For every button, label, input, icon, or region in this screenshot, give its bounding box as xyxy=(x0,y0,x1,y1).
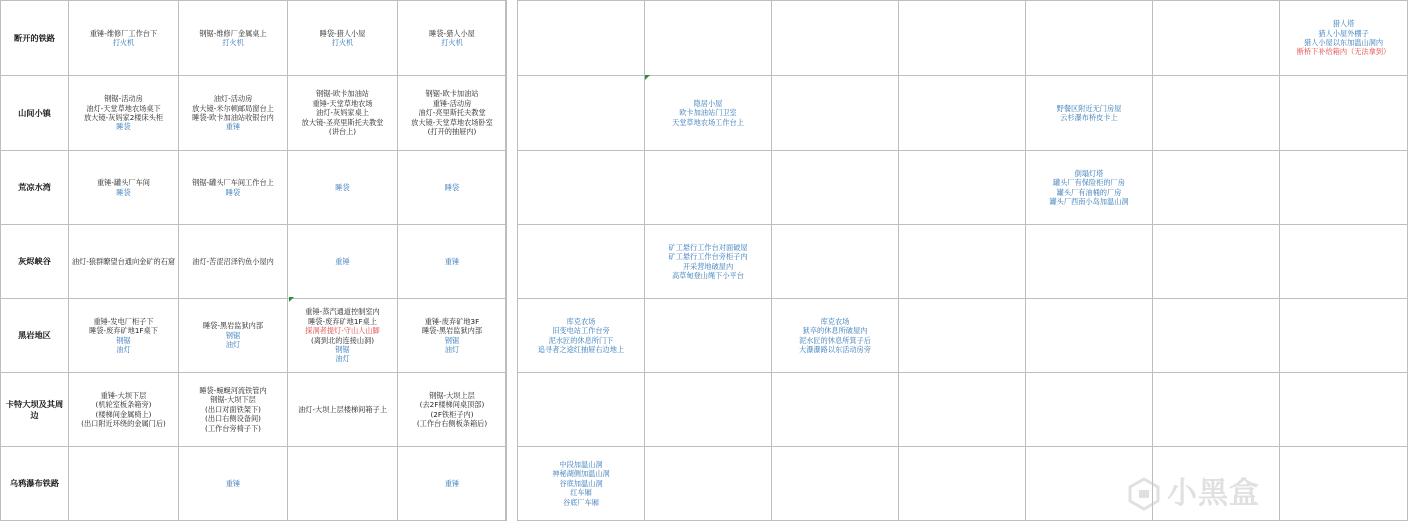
item-location-text: (楼梯间金属椅上) xyxy=(95,409,152,419)
grid-cell[interactable] xyxy=(518,299,645,373)
grid-cell[interactable] xyxy=(179,76,288,151)
grid-cell[interactable] xyxy=(899,447,1026,521)
item-location-note: 油灯 xyxy=(116,344,131,354)
item-location-text: 重锤-蒸汽通道控制室内 xyxy=(305,307,380,317)
grid-cell[interactable] xyxy=(398,1,507,76)
grid-cell[interactable] xyxy=(1153,151,1280,225)
grid-cell[interactable] xyxy=(1280,76,1408,151)
grid-cell[interactable] xyxy=(398,299,507,373)
item-location-text: 睡袋-废弃矿地1F桌上 xyxy=(308,316,377,326)
item-location-note: 钢锯 xyxy=(116,335,131,345)
item-location-note: 重锤 xyxy=(444,256,460,266)
item-location-note: 追寻者之途红抽屉右边地上 xyxy=(537,344,625,354)
item-location-note: 打火机 xyxy=(112,38,135,47)
table-row xyxy=(1,1,507,76)
item-location-note: 钢锯 xyxy=(225,330,241,340)
grid-cell[interactable] xyxy=(1280,1,1408,76)
grid-cell[interactable] xyxy=(288,373,398,447)
item-location-note: 罐头厂有保险柜的厂房 xyxy=(1053,178,1125,188)
item-location-text: 油灯-天堂草地农场桌下 xyxy=(86,103,161,113)
item-location-note: 猎人小屋以东加温山洞内 xyxy=(1303,38,1384,47)
grid-cell[interactable] xyxy=(645,76,772,151)
grid-cell[interactable] xyxy=(69,1,179,76)
table-row xyxy=(518,1,1408,76)
item-location-note: 狱卒的休息所破屋内 xyxy=(802,326,868,336)
grid-cell[interactable] xyxy=(772,1,899,76)
item-location-text: 油灯-大坝上层楼梯间箱子上 xyxy=(298,404,387,414)
grid-cell[interactable] xyxy=(398,151,507,225)
grid-cell[interactable] xyxy=(179,447,288,521)
item-location-text: 钢锯-大坝下层 xyxy=(210,395,256,405)
right-sheet-table xyxy=(517,0,1408,521)
item-location-note: 欧卡加油站门卫室 xyxy=(679,108,737,118)
item-location-text: (机轮室板条箱旁) xyxy=(95,400,152,410)
item-location-note: 睡袋 xyxy=(225,187,241,197)
grid-cell[interactable] xyxy=(518,447,645,521)
item-location-text: 睡袋-猎人小屋 xyxy=(319,28,366,38)
grid-cell[interactable] xyxy=(645,299,772,373)
item-location-note: 油灯 xyxy=(335,354,350,364)
grid-cell[interactable] xyxy=(1026,225,1153,299)
item-location-text: 放大镜-米尔顿邮局窗台上 xyxy=(192,103,274,113)
grid-cell[interactable] xyxy=(288,1,398,76)
grid-cell[interactable] xyxy=(772,151,899,225)
item-location-text: (工作台旁椅子下) xyxy=(205,423,261,433)
grid-cell[interactable] xyxy=(899,1,1026,76)
grid-cell[interactable] xyxy=(1153,373,1280,447)
item-location-text: (2F铁柜子内) xyxy=(430,409,474,419)
grid-cell[interactable] xyxy=(772,373,899,447)
item-location-text: 重锤-维修厂工作台下 xyxy=(89,28,158,38)
item-location-note: 神秘湖侧加温山洞 xyxy=(552,469,610,479)
item-location-note: 猎人塔 xyxy=(1332,19,1355,29)
item-location-note: 重锤 xyxy=(225,122,241,132)
item-location-note: 库克农场 xyxy=(820,316,850,326)
grid-cell[interactable] xyxy=(518,151,645,225)
grid-cell[interactable] xyxy=(69,299,179,373)
grid-cell[interactable] xyxy=(288,447,398,521)
grid-cell[interactable] xyxy=(398,373,507,447)
grid-cell[interactable] xyxy=(1026,151,1153,225)
item-location-text: 重锤-罐头厂车间 xyxy=(97,178,150,188)
item-location-note: 重锤 xyxy=(335,256,350,266)
item-location-text: 重锤-活动房 xyxy=(432,98,472,108)
item-location-note: 矿工悬行工作台旁柜子内 xyxy=(668,252,748,262)
item-location-text: 睡袋-欧卡加油站收银台内 xyxy=(192,113,274,122)
item-location-note: 睡袋 xyxy=(116,187,131,197)
region-name[interactable]: 山间小镇 xyxy=(1,76,69,151)
grid-cell[interactable] xyxy=(1280,373,1408,447)
cell-comment-marker xyxy=(289,297,294,302)
item-location-text: 钢锯-欧卡加油站 xyxy=(425,89,479,99)
item-location-note: 打火机 xyxy=(222,38,244,47)
item-location-text: 重锤-发电厂柜子下 xyxy=(93,316,154,326)
grid-cell[interactable] xyxy=(645,151,772,225)
cell-comment-marker xyxy=(645,75,650,80)
grid-cell[interactable] xyxy=(179,151,288,225)
item-location-text: 钢锯-欧卡加油站 xyxy=(316,89,369,99)
item-location-note: 隐居小屋 xyxy=(693,98,723,108)
region-name[interactable]: 黑岩地区 xyxy=(1,299,69,373)
item-location-text: 油灯-亮里斯托夫教堂 xyxy=(418,108,486,118)
item-location-text: 钢锯-大坝上层 xyxy=(429,390,475,400)
item-location-text: (出口右侧设备间) xyxy=(205,414,261,424)
grid-cell[interactable] xyxy=(69,225,179,299)
item-location-text: (离到北的连接山洞) xyxy=(310,335,375,345)
item-location-text: 重锤-大坝下层 xyxy=(100,390,147,400)
item-location-note: 野餐区附近无门房屋 xyxy=(1056,103,1122,113)
grid-cell[interactable] xyxy=(772,225,899,299)
table-row xyxy=(518,225,1408,299)
grid-cell[interactable] xyxy=(899,76,1026,151)
grid-cell[interactable] xyxy=(772,447,899,521)
item-location-text: (出口附近环绕的金属门后) xyxy=(81,418,166,428)
region-name[interactable]: 乌鸦瀑布铁路 xyxy=(1,447,69,521)
item-location-note: 睡袋 xyxy=(444,182,460,192)
item-location-text: 重锤-废弃矿地3F xyxy=(424,316,480,326)
grid-cell[interactable] xyxy=(179,299,288,373)
item-location-note: 油灯 xyxy=(444,344,460,354)
item-location-note: 倒塌灯塔 xyxy=(1074,168,1104,178)
item-location-note: 重锤 xyxy=(444,478,460,488)
item-location-text: 睡袋-猎人小屋 xyxy=(429,28,475,38)
item-location-note: 旧变电站工作台旁 xyxy=(552,326,610,336)
table-row xyxy=(1,299,507,373)
grid-cell[interactable] xyxy=(288,76,398,151)
item-location-text: (出口对面铁架下) xyxy=(205,404,261,414)
item-location-text: (讲台上) xyxy=(328,127,357,137)
grid-cell[interactable] xyxy=(288,151,398,225)
grid-cell[interactable] xyxy=(645,1,772,76)
grid-cell[interactable] xyxy=(1153,299,1280,373)
item-location-note: 大瀑瀑路以东活动房旁 xyxy=(799,344,871,354)
grid-cell[interactable] xyxy=(1280,299,1408,373)
grid-cell[interactable] xyxy=(69,151,179,225)
table-row xyxy=(1,373,507,447)
table-row xyxy=(518,373,1408,447)
item-location-note: 油灯 xyxy=(225,340,241,350)
item-location-note: 高草甸登山绳下小平台 xyxy=(672,270,744,280)
table-row xyxy=(1,76,507,151)
item-location-note: 天堂草地农场工作台上 xyxy=(672,117,744,127)
region-name[interactable]: 卡特大坝及其周边 xyxy=(1,373,69,447)
grid-cell[interactable] xyxy=(772,76,899,151)
item-location-note: 开采营地破屋内 xyxy=(682,261,734,271)
table-row xyxy=(1,225,507,299)
item-location-note: 云杉瀑布桥皮卡上 xyxy=(1060,113,1118,122)
item-location-text: (工作台右侧板条箱后) xyxy=(416,418,488,428)
table-row xyxy=(518,299,1408,373)
grid-cell[interactable] xyxy=(398,225,507,299)
item-location-note: 打火机 xyxy=(331,38,354,47)
table-row xyxy=(518,76,1408,151)
grid-cell[interactable] xyxy=(1026,299,1153,373)
item-location-note: 泥水匠的休息所箕子后 xyxy=(799,335,871,345)
grid-cell[interactable] xyxy=(288,299,398,373)
item-location-note: 钢锯 xyxy=(444,335,460,345)
grid-cell[interactable] xyxy=(645,373,772,447)
grid-cell[interactable] xyxy=(518,373,645,447)
grid-cell[interactable] xyxy=(899,151,1026,225)
item-location-text: 睡袋-废弃矿地1F桌下 xyxy=(89,326,158,336)
grid-cell[interactable] xyxy=(645,225,772,299)
item-location-text: 睡袋-蜿蜒河流铁管内 xyxy=(199,385,267,395)
grid-cell[interactable] xyxy=(772,299,899,373)
item-location-text: 油灯-活动房 xyxy=(213,94,253,104)
item-location-note: 睡袋 xyxy=(116,122,131,132)
grid-cell[interactable] xyxy=(518,76,645,151)
heybox-logo-icon xyxy=(1127,477,1161,511)
grid-cell[interactable] xyxy=(1026,1,1153,76)
warning-note: 断桥下补给箱内（无法拿到） xyxy=(1296,47,1391,57)
grid-cell[interactable] xyxy=(1153,1,1280,76)
table-row xyxy=(518,447,1408,521)
item-location-note: 重锤 xyxy=(225,478,241,488)
grid-cell[interactable] xyxy=(1026,76,1153,151)
item-location-text: 钢锯-活动房 xyxy=(104,94,143,104)
item-location-text: (去2F楼梯间桌顶部) xyxy=(419,400,485,410)
watermark-text: 小黑盒 xyxy=(1167,476,1260,512)
grid-cell[interactable] xyxy=(179,225,288,299)
grid-cell[interactable] xyxy=(179,1,288,76)
item-location-text: 睡袋-黑岩监狱内部 xyxy=(421,326,483,336)
grid-cell[interactable] xyxy=(69,373,179,447)
grid-cell[interactable] xyxy=(518,225,645,299)
region-name[interactable]: 荒凉水湾 xyxy=(1,151,69,225)
region-name[interactable]: 断开的铁路 xyxy=(1,1,69,76)
left-sheet-table xyxy=(0,0,507,521)
table-row xyxy=(518,151,1408,225)
item-location-note: 库克农场 xyxy=(566,316,596,326)
grid-cell[interactable] xyxy=(1153,225,1280,299)
grid-cell[interactable] xyxy=(288,225,398,299)
item-location-text: 重锤-天堂草地农场 xyxy=(312,98,373,108)
item-location-note: 谷底加温山洞 xyxy=(559,478,603,488)
region-name[interactable]: 灰烬峡谷 xyxy=(1,225,69,299)
item-location-note: 红车厢 xyxy=(570,488,592,498)
grid-cell[interactable] xyxy=(179,373,288,447)
item-location-text: 钢锯-罐头厂车间工作台上 xyxy=(192,178,274,188)
grid-cell[interactable] xyxy=(398,76,507,151)
item-location-note: 谷底厂车厢 xyxy=(563,497,599,507)
grid-cell[interactable] xyxy=(518,1,645,76)
item-location-text: 放大镜-天堂草地农场卧室 xyxy=(411,117,493,127)
item-location-text: 睡袋-黑岩监狱内部 xyxy=(202,321,264,331)
watermark xyxy=(1127,476,1260,512)
grid-cell[interactable] xyxy=(69,76,179,151)
grid-cell[interactable] xyxy=(899,299,1026,373)
table-row xyxy=(1,447,507,521)
item-location-text: 油灯-狼群瞭望台通向金矿的石窟 xyxy=(71,256,176,266)
item-location-note: 睡袋 xyxy=(335,182,350,192)
item-location-note: 罐头厂西南小岛加温山洞 xyxy=(1049,196,1129,206)
grid-cell[interactable] xyxy=(398,447,507,521)
item-location-text: 放大镜-圣亮里斯托夫教堂 xyxy=(301,117,384,127)
item-location-note: 矿工悬行工作台对面破屋 xyxy=(668,242,748,252)
item-location-note: 中段加温山洞 xyxy=(559,459,603,469)
warning-note: 探洞者提灯-守山人山脚 xyxy=(305,326,380,336)
grid-cell[interactable] xyxy=(645,447,772,521)
item-location-note: 泥水匠的休息所门下 xyxy=(548,335,614,345)
grid-cell[interactable] xyxy=(1153,76,1280,151)
table-row xyxy=(1,151,507,225)
grid-cell[interactable] xyxy=(1026,373,1153,447)
item-location-note: 猎人小屋外棚子 xyxy=(1318,28,1369,38)
item-location-text: (打开的抽屉内) xyxy=(427,127,477,137)
grid-cell[interactable] xyxy=(1280,447,1408,521)
item-location-note: 罐头厂有油桶的厂房 xyxy=(1056,187,1122,197)
grid-cell[interactable] xyxy=(1280,225,1408,299)
grid-cell[interactable] xyxy=(899,373,1026,447)
item-location-text: 油灯-灰妈家桌上 xyxy=(316,108,369,118)
item-location-text: 油灯-苦涩沼泽钓鱼小屋内 xyxy=(192,256,274,266)
grid-cell[interactable] xyxy=(1280,151,1408,225)
item-location-text: 放大镜-灰妈家2楼床头柜 xyxy=(83,113,164,122)
item-location-text: 钢锯-维修厂金属桌上 xyxy=(199,28,267,38)
grid-cell[interactable] xyxy=(69,447,179,521)
grid-cell[interactable] xyxy=(899,225,1026,299)
item-location-note: 打火机 xyxy=(441,38,463,47)
item-location-note: 钢锯 xyxy=(335,344,350,354)
